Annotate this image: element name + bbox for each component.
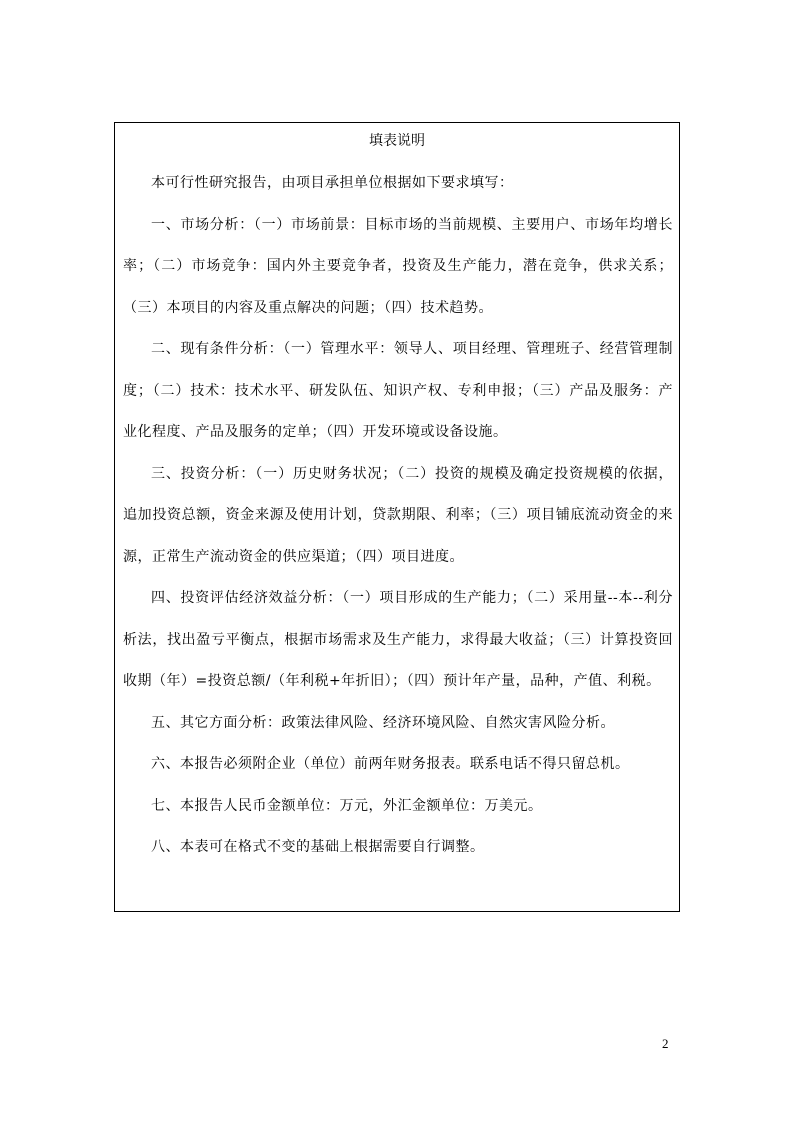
other-analysis-paragraph: 五、其它方面分析：政策法律风险、经济环境风险、自然灾害风险分析。 [151,714,615,731]
investment-analysis-paragraph: 三、投资分析：（一）历史财务状况；（二）投资的规模及确定投资规模的依据，追加投资总额，资金来源及使用计划，贷款期限、利率；（三）项目铺底流动资金的来源，正常生产流动资金的供应渠道；（四）项目进度。 [123,465,673,565]
format-adjustment-paragraph: 八、本表可在格式不变的基础上根据需要自行调整。 [151,839,485,855]
economic-benefit-paragraph: 四、投资评估经济效益分析：（一）项目形成的生产能力；（二）采用量--本--利分析法，找出盈亏平衡点，根据市场需求及生产能力，求得最大收益；（三）计算投资回收期（年）=投资总额/（年利税+年折旧）；（四）预计年产量，品种，产值、利税。 [123,590,673,689]
market-analysis-paragraph: 一、市场分析：（一）市场前景：目标市场的当前规模、主要用户、市场年均增长率；（二）市场竞争：国内外主要竞争者，投资及生产能力，潜在竞争，供求关系；（三）本项目的内容及重点解决的问题；（四）技术趋势。 [123,216,673,316]
instructions-table [114,122,680,912]
financial-statements-paragraph: 六、本报告必须附企业（单位）前两年财务报表。联系电话不得只留总机。 [151,756,630,772]
page-title: 填表说明 [369,133,425,149]
instructions-body [123,163,673,869]
page-number: 2 [662,1036,669,1051]
existing-conditions-paragraph: 二、现有条件分析：（一）管理水平：领导人、项目经理、管理班子、经营管理制度；（二）技术：技术水平、研发队伍、知识产权、专利申报；（三）产品及服务：产业化程度、产品及服务的定单；（四）开发环境或设备设施。 [123,341,673,440]
intro-paragraph: 本可行性研究报告，由项目承担单位根据如下要求填写： [151,175,514,191]
currency-unit-paragraph: 七、本报告人民币金额单位：万元，外汇金额单位：万美元。 [151,797,543,814]
